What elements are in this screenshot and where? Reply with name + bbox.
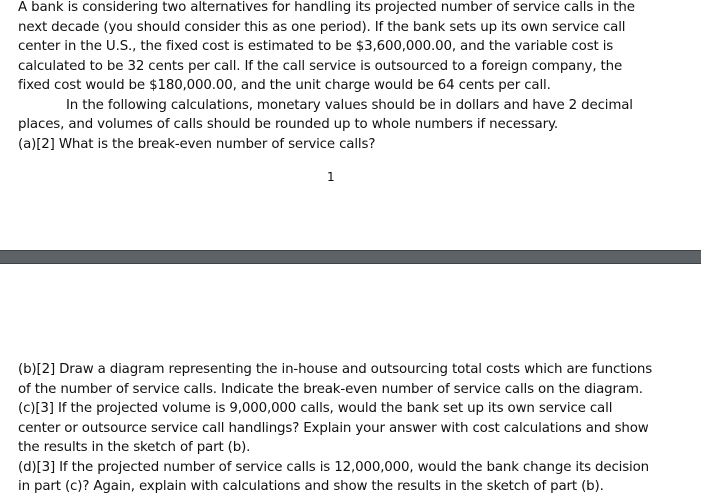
- question-c-line-2: center or outsource service call handlings? Explain your answer with cost calculations and show: [18, 420, 649, 436]
- problem-text-line-1: A bank is considering two alternatives for handling its projected number of service calls in the: [18, 0, 635, 15]
- question-d-line-1: (d)[3] If the projected number of service calls is 12,000,000, would the bank change its decision: [18, 459, 650, 475]
- problem-text-line-4: calculated to be 32 cents per call. If the call service is outsourced to a foreign company, the: [18, 58, 623, 74]
- question-d-line-2: in part (c)? Again, explain with calculations and show the results in the sketch of part (b).: [18, 479, 604, 494]
- document-page-2: [0, 264, 701, 504]
- problem-text-line-3: center in the U.S., the fixed cost is estimated to be $3,600,000.00, and the variable cost is: [18, 39, 614, 54]
- question-b-line-1: (b)[2] Draw a diagram representing the in-house and outsourcing total costs which are functions: [18, 362, 653, 377]
- question-c-line-1: (c)[3] If the projected volume is 9,000,000 calls, would the bank set up its own service call: [18, 401, 613, 416]
- question-b-line-2: of the number of service calls. Indicate the break-even number of service calls on the diagram.: [18, 381, 643, 397]
- problem-text-line-5: fixed cost would be $180,000.00, and the unit charge would be 64 cents per call.: [18, 78, 551, 93]
- document-page-1: [0, 0, 701, 250]
- question-c-line-3: the results in the sketch of part (b).: [18, 440, 251, 455]
- page-break-divider: [0, 250, 701, 264]
- page-number: 1: [327, 170, 335, 184]
- problem-text-line-2: next decade (you should consider this as one period). If the bank sets up its own service call: [18, 19, 626, 35]
- instruction-text-line-1: In the following calculations, monetary values should be in dollars and have 2 decimal: [66, 97, 633, 113]
- question-a: (a)[2] What is the break-even number of service calls?: [18, 136, 376, 152]
- instruction-text-line-2: places, and volumes of calls should be rounded up to whole numbers if necessary.: [18, 117, 558, 132]
